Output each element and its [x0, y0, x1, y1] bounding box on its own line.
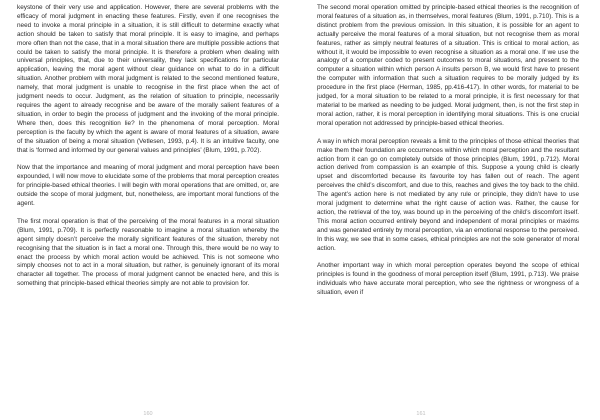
right-paragraph-3: Another important way in which moral perception operates beyond the scope of ethical principles is found in the goodness of moral perception itself (Blum, 1991, p.713). We praise individuals who have accurate moral perception, who see the rightness or wrongness of a situation, even if — [317, 262, 579, 297]
left-paragraph-2: Now that the importance and meaning of moral judgment and moral perception have been expounded, I will now move to elucidate some of the problems that moral perception creates for principle-based ethical theories. I will begin with moral operations that are omitted, or, are outside the scope of moral judgment, but, nonetheless, are important moral functions of the agent. — [17, 164, 279, 208]
right-paragraph-1: The second moral operation omitted by principle-based ethical theories is the recognition of moral features of a situation as, in themselves, moral features (Blum, 1991, p.710). This is a distinct problem from the previous omission. In this situation, it is possible for an agent to actually perceive the moral features of a moral situation, but not recognise them as moral features, rather as simply neutral features of a situation. This is critical to moral action, as without it, it would be impossible to even recognise a situation as a moral one. If we use the analogy of a computer coded to present outcomes to moral situations, and present to the computer a situation within which person A insults person B, we would first have to present the computer with information that such a situation requires to be morally judged by its procedure in the first place (Herman, 1985, pp.416-417). In other words, for material to be judged, for a moral situation to be related to a moral principle, it is first necessary for that material to be marked as needing to be judged. Moral judgment, then, is not the first step in moral action, rather, it is moral perception in identifying moral situations. This is one crucial moral operation not addressed by principle-based ethical theories. — [317, 4, 579, 127]
left-paragraph-1: keystone of their very use and application. However, there are several problems with the efficacy of moral judgment in enacting these features. Firstly, even if one recognises the need to invoke a moral principle in a situation, it is still difficult to determine exactly what action should be taken to satisfy that moral principle. It is easy to imagine, and perhaps more often than not the case, that in a moral situation there are multiple possible actions that could be taken to satisfy the moral principle. It is therefore a problem when dealing with universal principles, that, due to their universality, they lack specifications for particular application, leaving the moral agent without clear guidance on what to do in a difficult situation. Another problem with moral judgment is related to the second mentioned feature, namely, that moral judgment is unable to recognise in the first place when the act of judgment needs to occur. Judgment, as the relation of situation to principle, necessarily requires the agent to already recognise and be aware of the morally salient features of a situation, in order to begin the process of judgment and the invoking of the moral principle. Where then, does this recognition lie? In the phenomena of moral perception. Moral perception is the faculty by which the agent is aware of moral features of a situation, aware of the situation of being a moral situation (Vetlesen, 1993, p.4). It is an intuitive faculty, one that is ‘formed and informed by our general values and principles’ (Blum, 1991, p.702). — [17, 4, 279, 154]
right-page — [317, 4, 579, 307]
left-page — [17, 4, 279, 298]
left-paragraph-3: The first moral operation is that of the perceiving of the moral features in a moral situation (Blum, 1991, p.709). It is perfectly reasonable to imagine a moral situation whereby the agent simply doesn’t perceive the morally significant features of the situation, thereby not recognising that the situation is in fact a moral one. Through this, there would be no way to enact the process by which moral action would be achieved. This is not someone who simply chooses not to act in a moral situation, but rather, is genuinely ignorant of its moral character all together. The process of moral judgment cannot be enacted here, and this is something that principle-based ethical theories simply are not able to provision for. — [17, 217, 279, 288]
right-paragraph-2: A way in which moral perception reveals a limit to the principles of those ethical theories that make them their foundation are occurrences within which moral perception and the resultant action from it can go on completely outside of those principles (Blum, 1991, p.712). Moral action derived from compassion is an example of this. Suppose a young child is clearly upset and discomforted because its favourite toy has fallen out of reach. The agent perceives the child’s discomfort, and due to this, reaches and gives the toy back to the child. The agent’s action here is not mediated by any rule or principle, they didn’t have to use moral judgment to determine what the right cause of action was. Rather, the cause for action, the retrieval of the toy, was bound up in the perceiving of the child’s discomfort itself. This moral action occurred entirely beyond and independent of moral principles or maxims and was generated entirely by moral perception, via an emotional response to the perceived. In this way, we see that in some cases, ethical principles are not the sole generator of moral action. — [317, 137, 579, 252]
left-page-number: 160 — [143, 411, 153, 417]
right-page-number: 161 — [416, 411, 426, 417]
